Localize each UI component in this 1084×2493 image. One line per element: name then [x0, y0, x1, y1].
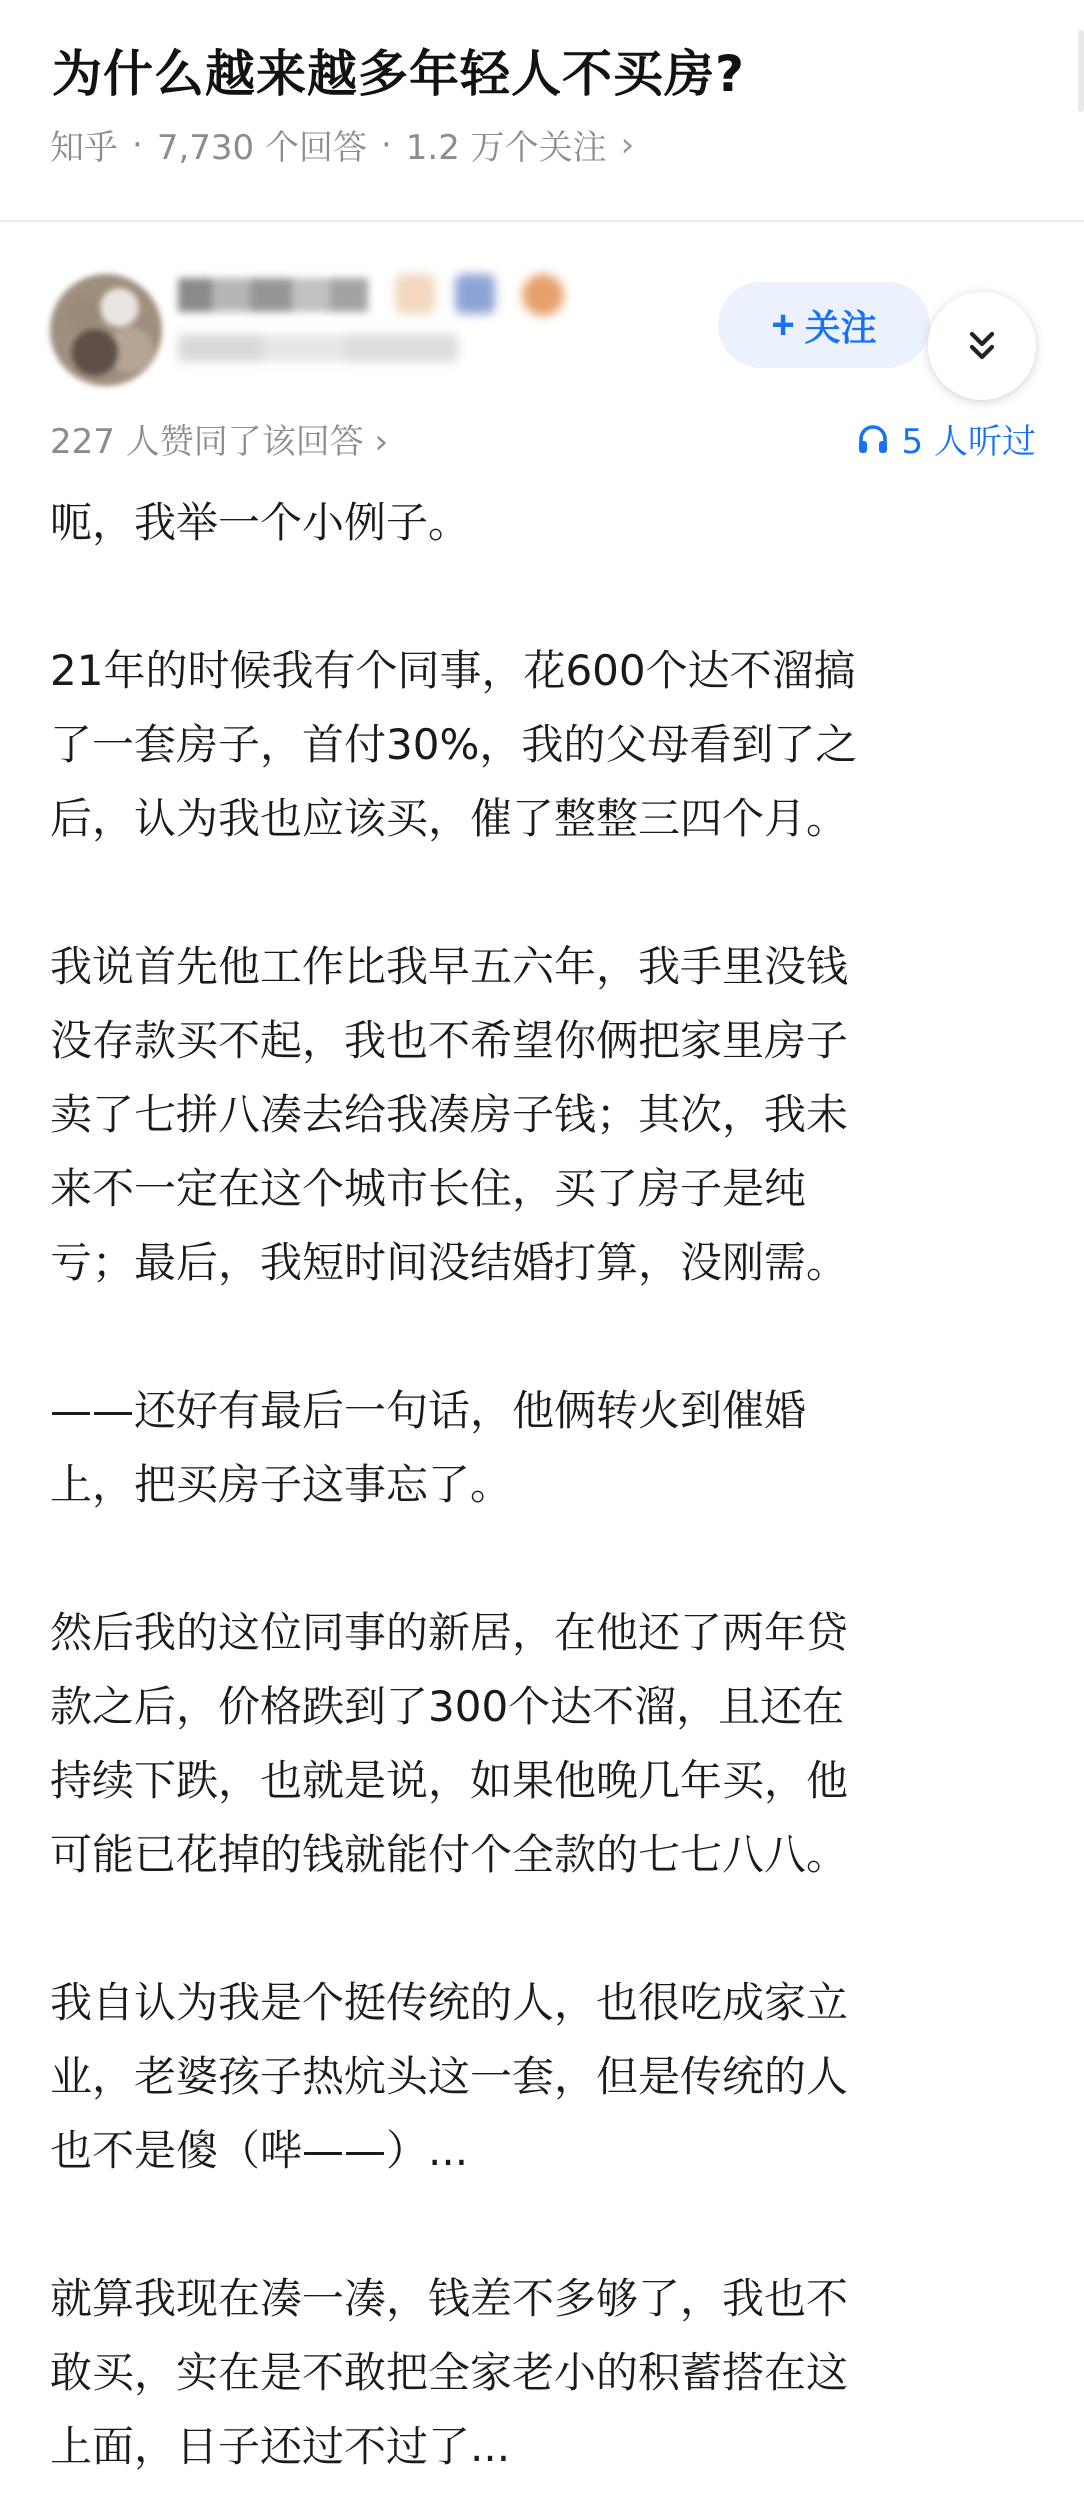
answer-line: 敢买，实在是不敢把全家老小的积蓄搭在这 — [50, 2348, 849, 2397]
question-header[interactable] — [0, 0, 1084, 222]
collapse-button[interactable] — [928, 292, 1036, 400]
answer-paragraph — [50, 634, 1040, 856]
answer-line: 也不是傻（哔——）... — [50, 2126, 469, 2175]
follow-button[interactable] — [718, 282, 930, 368]
question-title[interactable]: 为什么越来越多年轻人不买房? — [52, 45, 746, 103]
answer-line: 持续下跌，也就是说，如果他晚几年买，他 — [50, 1756, 849, 1805]
answer-paragraph — [50, 1966, 1040, 2188]
answer-line: 卖了七拼八凑去给我凑房子钱；其次，我未 — [50, 1090, 849, 1139]
answer-line: 我自认为我是个挺传统的人，也很吃成家立 — [50, 1978, 849, 2027]
answer-line: ——还好有最后一句话，他俩转火到催婚 — [50, 1386, 807, 1435]
upvotes-link[interactable] — [50, 414, 388, 463]
chevron-right-icon: › — [374, 422, 389, 462]
follow-label: 关注 — [804, 306, 877, 348]
upvotes-text: 227 人赞同了该回答 — [50, 422, 364, 462]
plus-icon: + — [771, 303, 795, 347]
listen-info[interactable] — [856, 414, 1036, 463]
answer-line: 来不一定在这个城市长住，买了房子是纯 — [50, 1164, 807, 1213]
answer-body — [50, 486, 1040, 2493]
answer-line: 后，认为我也应该买，催了整整三四个月。 — [50, 794, 849, 843]
answer-paragraph — [50, 1374, 1040, 1522]
answer-line: 了一套房子，首付30%，我的父母看到了之 — [50, 720, 858, 769]
followers-count: 1.2 万个关注 — [405, 128, 607, 168]
answer-line: 没存款买不起，我也不希望你俩把家里房子 — [50, 1016, 849, 1065]
answer-line: 可能已花掉的钱就能付个全款的七七八八。 — [50, 1830, 849, 1879]
stats-row — [0, 410, 1084, 466]
answer-line: 就算我现在凑一凑，钱差不多够了，我也不 — [50, 2274, 849, 2323]
answer-line: 亏；最后，我短时间没结婚打算，没刚需。 — [50, 1238, 849, 1287]
chevron-double-down-icon — [962, 326, 1002, 366]
author-bar — [0, 248, 1084, 398]
answer-paragraph — [50, 2262, 1040, 2484]
author-badge-redacted — [395, 274, 435, 314]
question-meta[interactable] — [50, 120, 634, 169]
answer-line: 我说首先他工作比我早五六年，我手里没钱 — [50, 942, 849, 991]
listen-count: 5 人听过 — [901, 422, 1036, 462]
answer-line: 款之后，价格跌到了300个达不溜，且还在 — [50, 1682, 845, 1731]
headphones-icon — [856, 422, 890, 456]
answer-line: 呃，我举一个小例子。 — [50, 498, 471, 547]
answer-line: 上，把买房子这事忘了。 — [50, 1460, 513, 1509]
scroll-indicator — [1078, 30, 1084, 112]
chevron-right-icon: › — [620, 124, 635, 165]
meta-separator: · — [380, 124, 392, 165]
author-name-redacted[interactable] — [178, 278, 368, 312]
author-badge-redacted — [522, 274, 564, 316]
source-label: 知乎 — [50, 128, 118, 168]
answer-paragraph — [50, 486, 1040, 560]
answer-line: 然后我的这位同事的新居，在他还了两年贷 — [50, 1608, 849, 1657]
answer-line: 业，老婆孩子热炕头这一套，但是传统的人 — [50, 2052, 849, 2101]
author-headline-redacted — [178, 334, 458, 362]
meta-separator: · — [132, 124, 143, 165]
answer-paragraph — [50, 930, 1040, 1300]
answers-count: 7,730 个回答 — [156, 128, 367, 168]
avatar[interactable] — [50, 274, 162, 386]
answer-paragraph — [50, 1596, 1040, 1892]
answer-line: 上面，日子还过不过了... — [50, 2422, 511, 2471]
answer-line: 21年的时候我有个同事，花600个达不溜搞 — [50, 646, 856, 695]
author-badge-redacted — [455, 274, 495, 314]
